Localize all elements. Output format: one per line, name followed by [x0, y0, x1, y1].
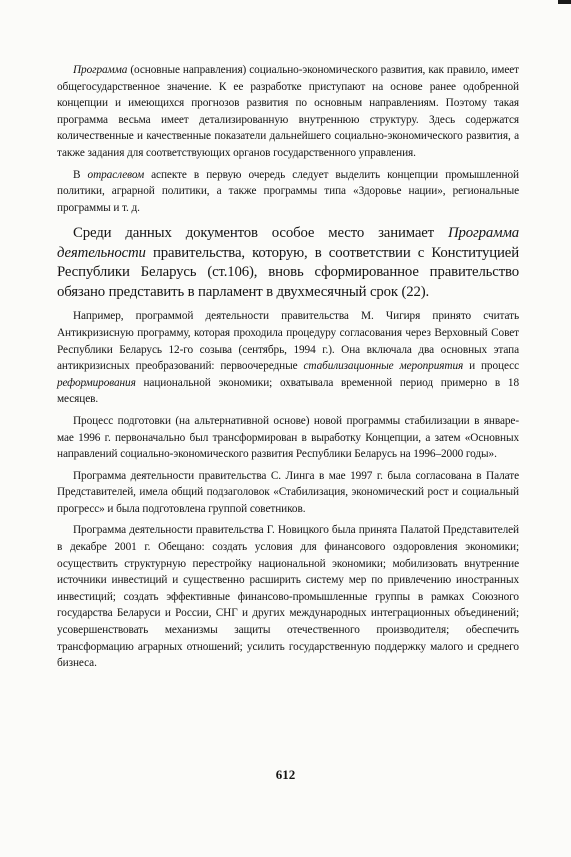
- scan-edge-mark: [558, 0, 571, 4]
- paragraph-stabilization-1996: Процесс подготовки (на альтернативной основе) новой программы стабилизации в январе-мае 1996 г. первоначально был трансформирован в выработку Концепции, а затем «Основных направлений социально-экономического развития Республики Беларусь на 1996–2000 годы».: [57, 414, 519, 461]
- paragraph-government-program: Среди данных документов особое место занимает Программа деятельности правительства, которую, в соответствии с Конституцией Республики Беларусь (ст.106), вновь сформированное правительство обязано представить в парламент в двухмесячный срок (22).: [57, 225, 519, 300]
- page-number: 612: [275, 767, 296, 782]
- paragraph-program-definition: Программа (основные направления) социально-экономического развития, как правило, имеет общегосударственное значение. К ее разработке приступают на основе ранее одобренной концепции и имеющихся прогнозов развития по основным направлениям. Поэтому такая программа весьма имеет детализированную внутреннюю структуру. Здесь содержатся количественные и качественные показатели дальнейшего социально-экономического развития, а также задания для соответствующих органов государственного управления.: [57, 64, 519, 159]
- paragraph-sectoral-aspect: В отраслевом аспекте в первую очередь следует выделить концепции промышленной политики, аграрной политики, а также программы типа «Здоровье нации», региональные программы и т. д.: [57, 168, 519, 214]
- document-page: [57, 62, 519, 672]
- paragraph-ling-program: Программа деятельности правительства С. Линга в мае 1997 г. была согласована в Палате Представителей, имела общий подзаголовок «Стабилизация, экономический рост и социальный прогресс» и была подготовлена группой советников.: [57, 469, 519, 515]
- paragraph-novitsky-program: Программа деятельности правительства Г. Новицкого была принята Палатой Представителей в декабре 2001 г. Обещано: создать условия для финансового оздоровления экономики; осуществить структурную перестройку национальной экономики; мобилизовать внутренние источники инвестиций и существенно расширить систему мер по привлечению иностранных инвестиций; создать эффективные финансово-промышленные группы в рамках Союзного государства Беларуси и России, СНГ и других международных интеграционных объединений; усовершенствовать механизмы защиты отечественного производителя; обеспечить трансформацию аграрных отношений; усилить государственную поддержку малого и среднего бизнеса.: [57, 524, 519, 670]
- paragraph-chigir-program: Например, программой деятельности правительства М. Чигиря принято считать Антикризисную программу, которая проходила процедуру согласования через Верховный Совет Республики Беларусь 12-го созыва (сентябрь, 1994 г.). Она включала два основных этапа антикризисных преобразований: первоочередные стабилизационные мероприятия и процесс реформирования национальной экономики; охватывала временной период примерно в 18 месяцев.: [57, 310, 519, 406]
